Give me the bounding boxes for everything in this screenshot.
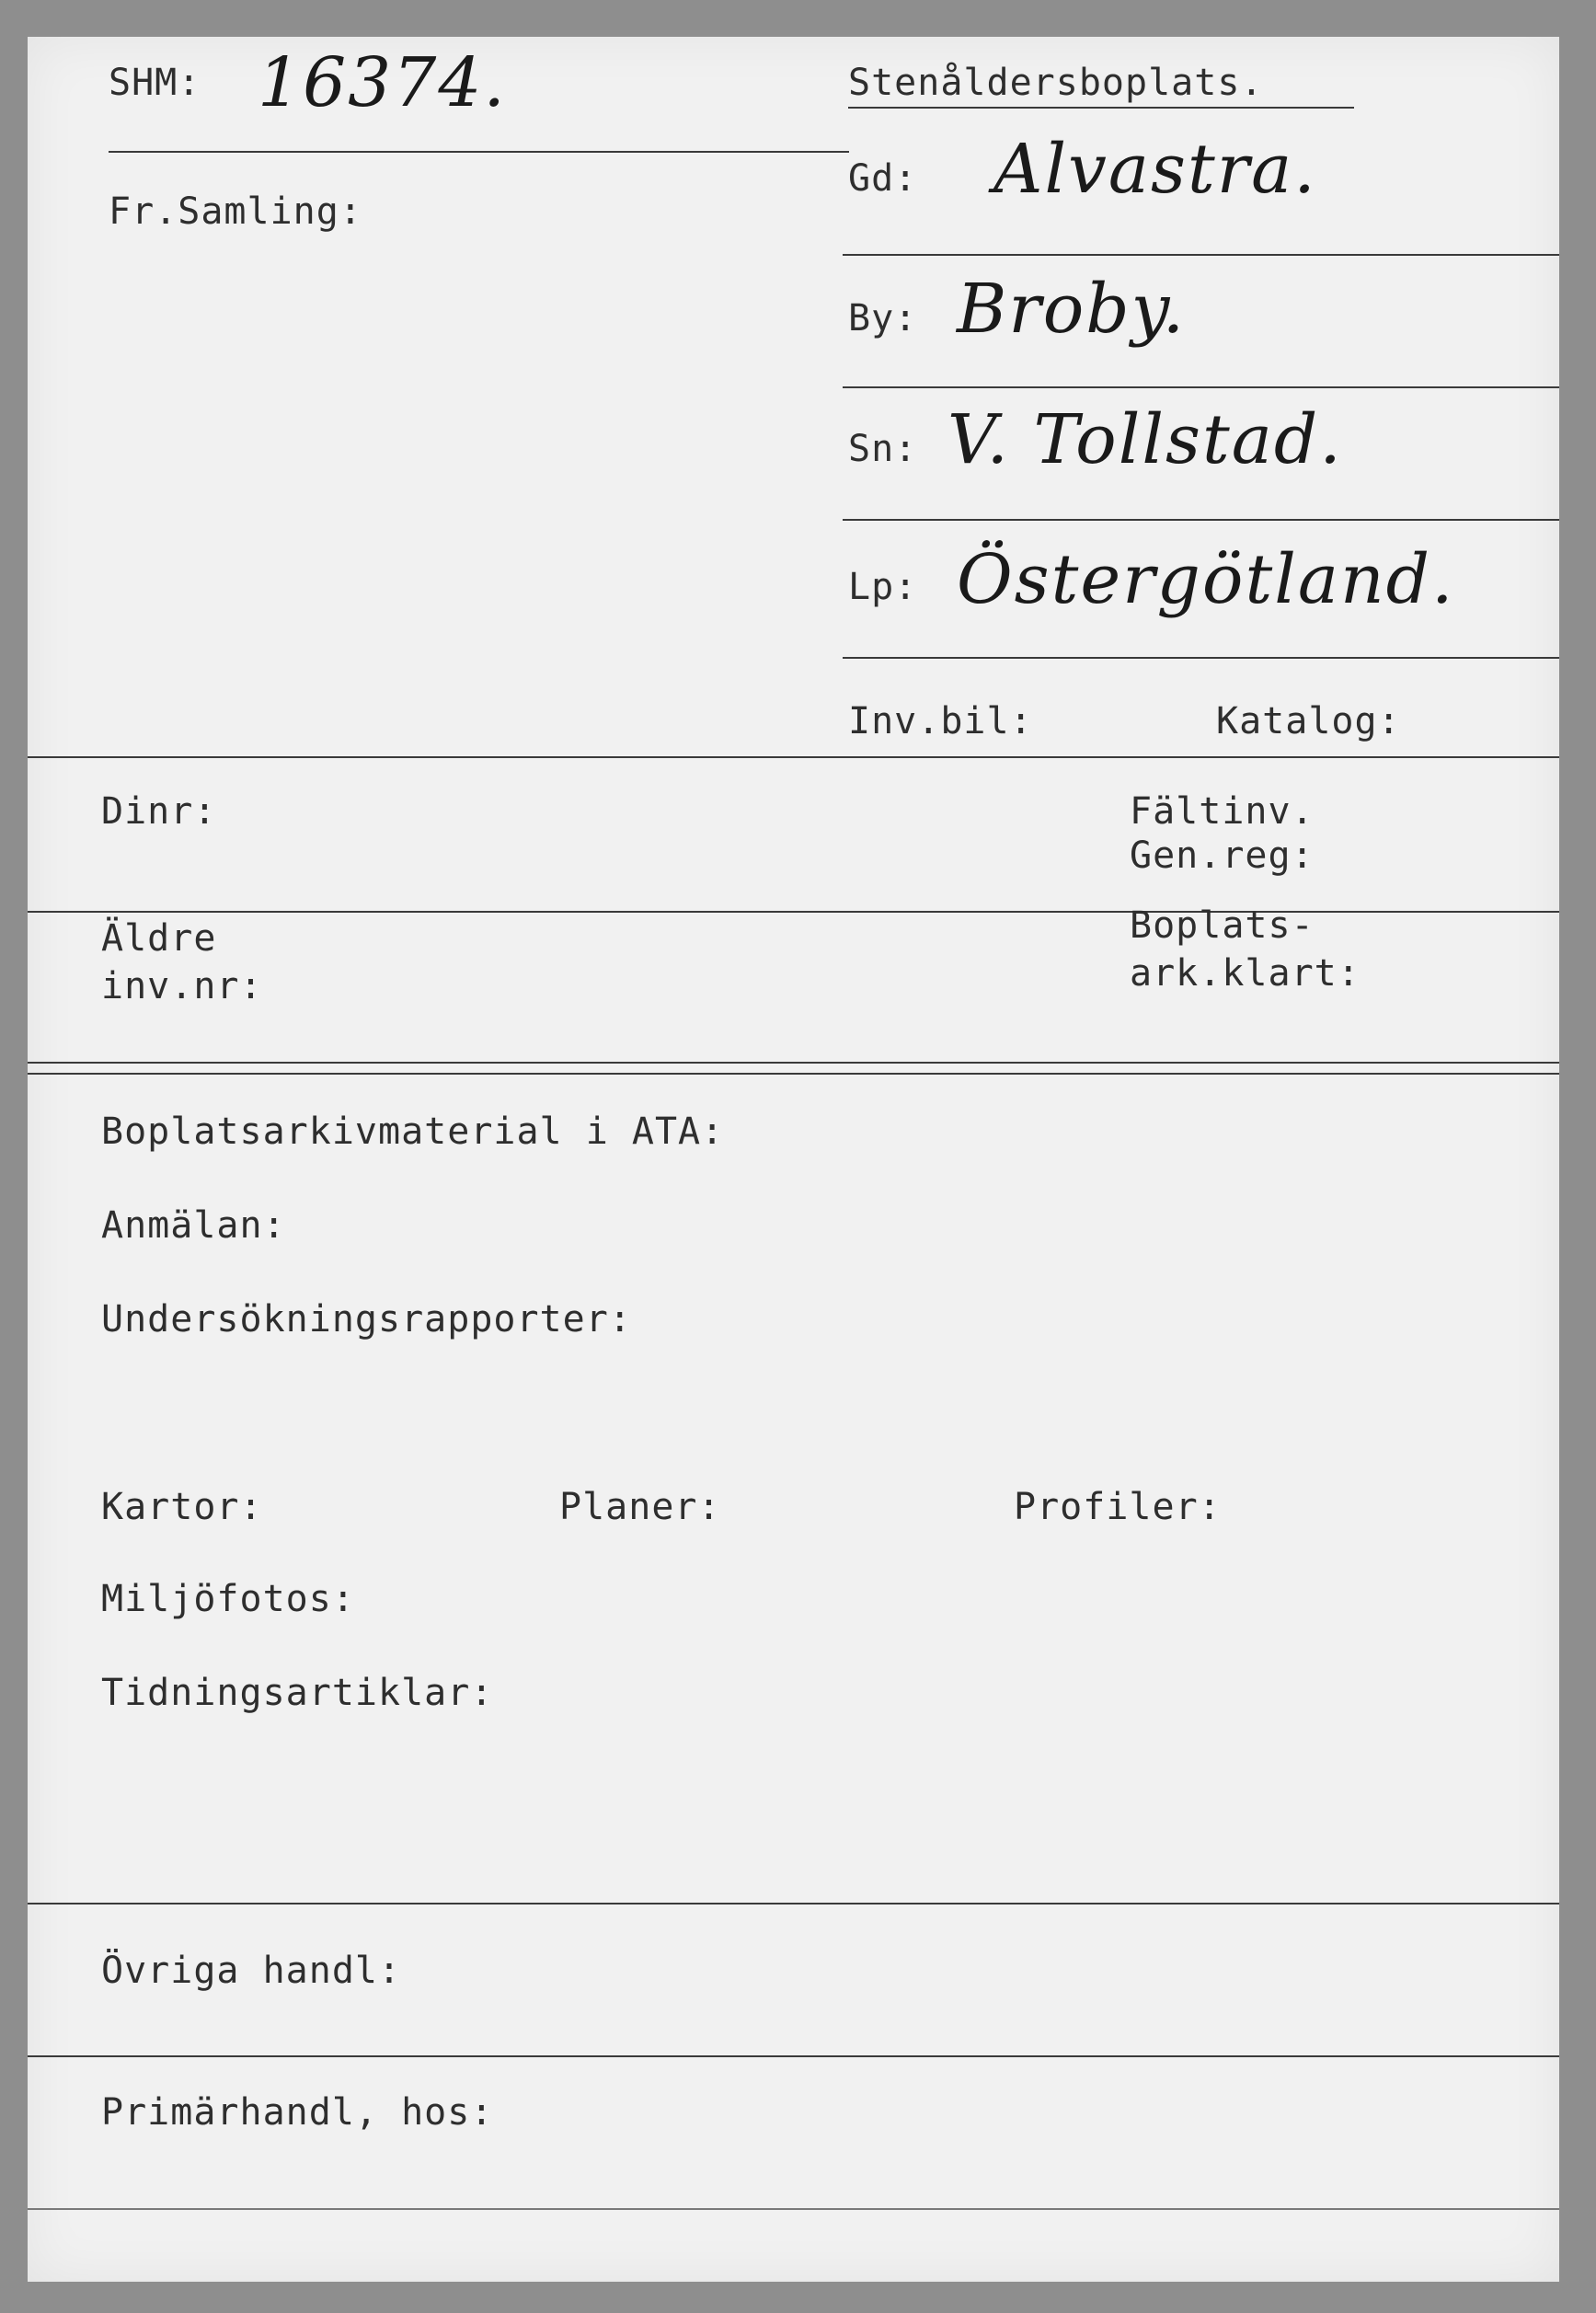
lp-rule [843,657,1559,659]
gen-reg-label: Gen.reg: [1130,834,1315,877]
tidning-label: Tidningsartiklar: [101,1672,494,1714]
inv-bil-label: Inv.bil: [848,700,1033,742]
shm-label: SHM: [109,62,201,104]
shm-number-handwritten: 16374. [258,43,507,122]
miljofotos-label: Miljöfotos: [101,1578,355,1620]
ark-klart-label: ark.klart: [1130,952,1361,995]
fr-samling-label: Fr.Samling: [109,190,362,233]
planer-label: Planer: [559,1486,721,1528]
boplats-label: Boplats- [1130,904,1315,947]
anmalan-label: Anmälan: [101,1204,286,1247]
section-rule-2 [28,911,1559,913]
section-rule-3 [28,1903,1559,1904]
kartor-label: Kartor: [101,1486,263,1528]
sn-label: Sn: [848,428,918,470]
section-rule-5 [28,2208,1559,2210]
katalog-label: Katalog: [1216,700,1401,742]
lp-value-handwritten: Östergötland. [957,540,1455,619]
site-type-title: Stenåldersboplats. [848,62,1264,104]
primar-label: Primärhandl, hos: [101,2091,494,2134]
gd-label: Gd: [848,157,918,200]
faltinv-label: Fältinv. [1130,790,1315,833]
gd-value-handwritten: Alvastra. [993,130,1317,209]
ovriga-label: Övriga handl: [101,1950,402,1992]
double-rule-bottom [28,1073,1559,1075]
site-type-underline [848,107,1354,109]
by-rule [843,386,1559,388]
sn-rule [843,519,1559,521]
by-value-handwritten: Broby. [957,270,1187,349]
section-rule-4 [28,2055,1559,2057]
shm-rule [109,151,849,153]
by-label: By: [848,297,918,339]
aldre-label: Äldre [101,917,217,960]
section-rule-1 [28,756,1559,758]
double-rule-top [28,1062,1559,1064]
index-card [28,37,1559,2282]
inv-nr-label: inv.nr: [101,965,263,1007]
sn-value-handwritten: V. Tollstad. [947,400,1343,479]
gd-rule [843,254,1559,256]
lp-label: Lp: [848,566,918,608]
profiler-label: Profiler: [1014,1486,1222,1528]
boplatsarkiv-label: Boplatsarkivmaterial i ATA: [101,1110,725,1153]
undersokning-label: Undersökningsrapporter: [101,1298,632,1341]
dinr-label: Dinr: [101,790,217,833]
